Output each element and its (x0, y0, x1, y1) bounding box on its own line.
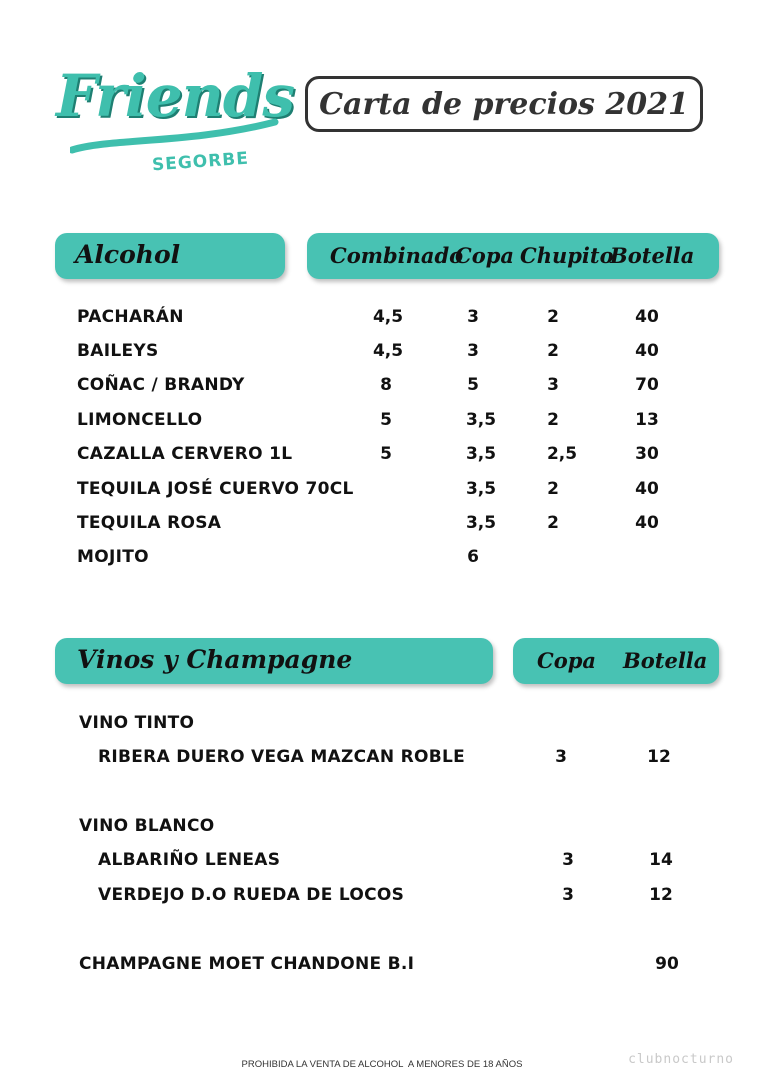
item-name: CHAMPAGNE MOET CHANDONE B.I (79, 954, 415, 974)
item-name: LIMONCELLO (77, 410, 203, 430)
price-copa: 3 (555, 747, 567, 767)
price-copa: 3,5 (465, 513, 497, 533)
price-botella: 90 (655, 954, 679, 974)
col-header-botella: Botella (623, 648, 708, 673)
price-combinado: 8 (380, 375, 392, 395)
vino-tinto-heading: VINO TINTO (79, 713, 195, 733)
price-botella: 13 (635, 410, 659, 430)
price-chupito: 3 (547, 375, 559, 395)
item-name: CAZALLA CERVERO 1L (77, 444, 293, 464)
price-botella: 12 (647, 747, 671, 767)
item-name: ALBARIÑO LENEAS (98, 850, 281, 870)
price-chupito: 2 (547, 479, 559, 499)
price-botella: 30 (635, 444, 659, 464)
logo-swash-icon (70, 118, 280, 158)
price-chupito: 2 (547, 341, 559, 361)
price-copa: 3 (562, 850, 574, 870)
watermark: clubnocturno (628, 1052, 734, 1067)
price-combinado: 4,5 (372, 341, 404, 361)
col-header-botella: Botella (610, 243, 695, 268)
logo-subtitle: SEGORBE (151, 148, 250, 176)
price-copa: 5 (467, 375, 479, 395)
price-botella: 40 (635, 307, 659, 327)
item-name: VERDEJO D.O RUEDA DE LOCOS (98, 885, 405, 905)
price-copa: 3,5 (465, 444, 497, 464)
alcohol-columns-bar (307, 233, 719, 279)
logo: Friends (56, 62, 295, 130)
item-name: TEQUILA JOSÉ CUERVO 70CL (77, 479, 354, 499)
price-botella: 12 (649, 885, 673, 905)
item-name: PACHARÁN (77, 307, 184, 327)
price-chupito: 2 (547, 513, 559, 533)
page-title: Carta de precios 2021 (305, 76, 703, 132)
col-header-copa: Copa (455, 243, 515, 268)
price-chupito: 2 (547, 410, 559, 430)
price-botella: 14 (649, 850, 673, 870)
price-combinado: 5 (380, 410, 392, 430)
price-copa: 3 (467, 307, 479, 327)
price-botella: 70 (635, 375, 659, 395)
item-name: BAILEYS (77, 341, 159, 361)
price-copa: 3,5 (465, 479, 497, 499)
price-copa: 3,5 (465, 410, 497, 430)
vinos-section-title: Vinos y Champagne (77, 645, 353, 674)
price-botella: 40 (635, 479, 659, 499)
item-name: COÑAC / BRANDY (77, 375, 245, 395)
vinos-columns-bar (513, 638, 719, 684)
price-copa: 3 (467, 341, 479, 361)
col-header-copa: Copa (537, 648, 597, 673)
col-header-chupito: Chupito (520, 243, 614, 268)
price-chupito: 2 (547, 307, 559, 327)
item-name: MOJITO (77, 547, 149, 567)
price-combinado: 4,5 (372, 307, 404, 327)
item-name: TEQUILA ROSA (77, 513, 222, 533)
price-copa: 6 (467, 547, 479, 567)
vinos-title-bar (55, 638, 493, 684)
item-name: RIBERA DUERO VEGA MAZCAN ROBLE (98, 747, 466, 767)
price-combinado: 5 (380, 444, 392, 464)
age-notice: PROHIBIDA LA VENTA DE ALCOHOL A MENORES DE 18 AÑOS (241, 1059, 523, 1070)
alcohol-title-bar (55, 233, 285, 279)
price-botella: 40 (635, 513, 659, 533)
vino-blanco-heading: VINO BLANCO (79, 816, 215, 836)
price-chupito: 2,5 (546, 444, 578, 464)
alcohol-section-title: Alcohol (75, 240, 181, 269)
price-copa: 3 (562, 885, 574, 905)
col-header-combinado: Combinado (330, 243, 464, 268)
price-botella: 40 (635, 341, 659, 361)
